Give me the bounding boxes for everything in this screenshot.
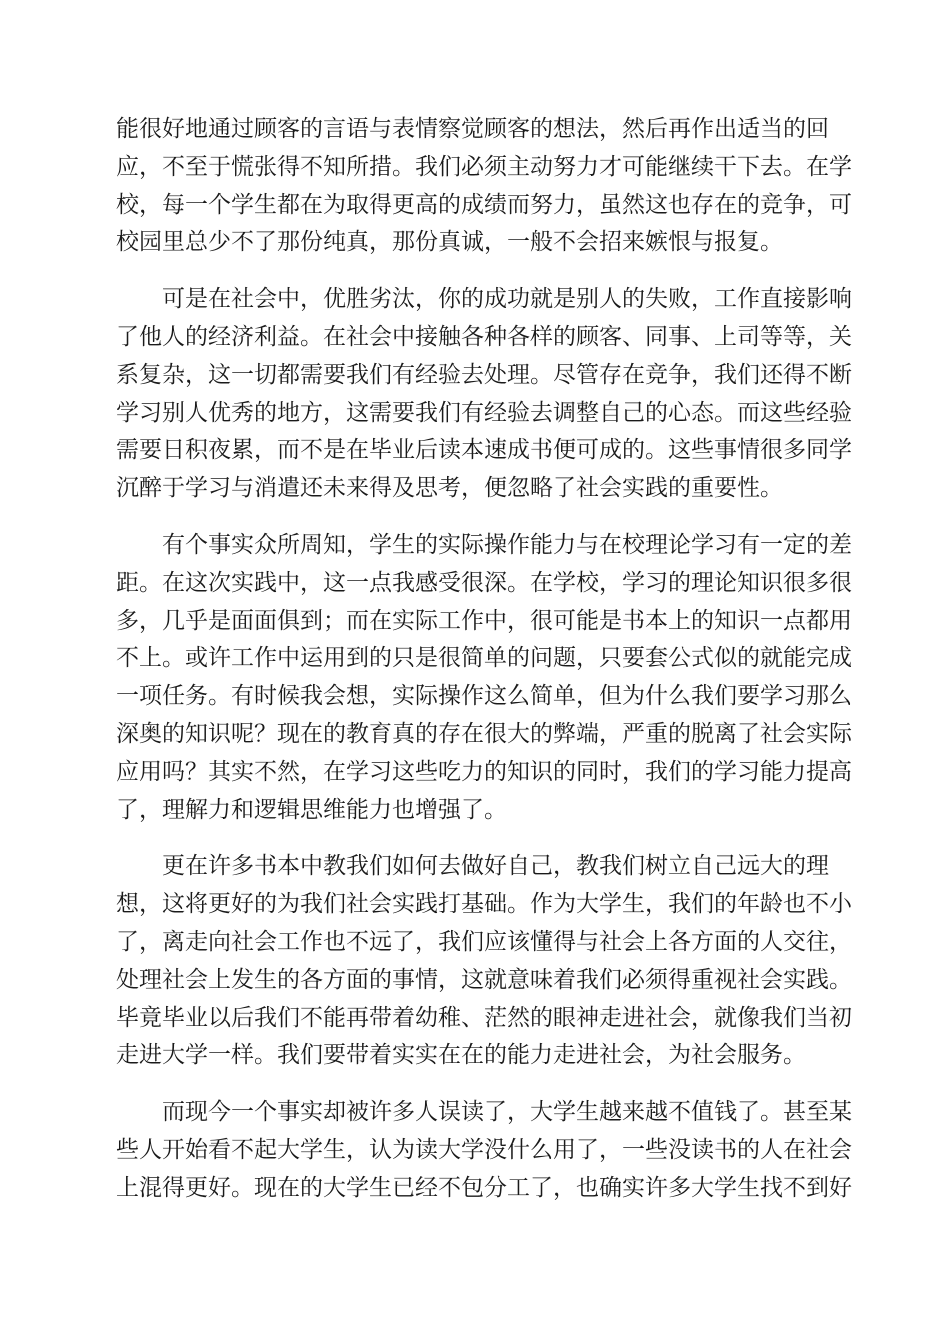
paragraph [116, 281, 852, 508]
text-line: 不上。或许工作中运用到的只是很简单的问题，只要套公式似的就能完成 [116, 645, 852, 672]
text-line: 距。在这次实践中，这一点我感受很深。在学校，学习的理论知识很多很 [116, 569, 852, 596]
paragraph [116, 1094, 852, 1207]
text-line: 学习别人优秀的地方，这需要我们有经验去调整自己的心态。而这些经验 [116, 399, 852, 426]
text-line: 能很好地通过顾客的言语与表情察觉顾客的想法，然后再作出适当的回 [116, 116, 829, 142]
text-line: 了，理解力和逻辑思维能力也增强了。 [116, 796, 507, 823]
text-line: 毕竟毕业以后我们不能再带着幼稚、茫然的眼神走进社会，就像我们当初 [116, 1004, 852, 1031]
text-line: 一项任务。有时候我会想，实际操作这么简单，但为什么我们要学习那么 [116, 683, 852, 710]
text-line: 些人开始看不起大学生，认为读大学没什么用了，一些没读书的人在社会 [116, 1136, 852, 1163]
paragraph [116, 527, 852, 829]
text-line: 上混得更好。现在的大学生已经不包分工了，也确实许多大学生找不到好 [116, 1174, 852, 1201]
text-line: 应，不至于慌张得不知所措。我们必须主动努力才可能继续干下去。在学 [116, 153, 852, 180]
paragraph [116, 848, 852, 1075]
text-line: 而现今一个事实却被许多人误读了，大学生越来越不值钱了。甚至某 [162, 1099, 852, 1126]
text-line: 应用吗？其实不然，在学习这些吃力的知识的同时，我们的学习能力提高 [116, 758, 852, 785]
text-line: 处理社会上发生的各方面的事情，这就意味着我们必须得重视社会实践。 [116, 966, 852, 993]
text-line: 沉醉于学习与消遣还未来得及思考，便忽略了社会实践的重要性。 [116, 475, 783, 502]
text-line: 多，几乎是面面俱到；而在实际工作中，很可能是书本上的知识一点都用 [116, 607, 852, 634]
text-line: 需要日积夜累，而不是在毕业后读本速成书便可成的。这些事情很多同学 [116, 437, 852, 464]
text-line: 更在许多书本中教我们如何去做好自己，教我们树立自己远大的理 [162, 853, 829, 880]
text-line: 可是在社会中，优胜劣汰，你的成功就是别人的失败，工作直接影响 [162, 286, 852, 313]
text-line: 想，这将更好的为我们社会实践打基础。作为大学生，我们的年龄也不小 [116, 891, 852, 918]
text-line: 深奥的知识呢？现在的教育真的存在很大的弊端，严重的脱离了社会实际 [116, 720, 852, 747]
text-line: 校，每一个学生都在为取得更高的成绩而努力，虽然这也存在的竞争，可 [116, 191, 852, 218]
text-line: 系复杂，这一切都需要我们有经验去处理。尽管存在竞争，我们还得不断 [116, 361, 852, 388]
text-line: 走进大学一样。我们要带着实实在在的能力走进社会，为社会服务。 [116, 1042, 806, 1069]
text-line: 校园里总少不了那份纯真，那份真诚，一般不会招来嫉恨与报复。 [116, 229, 783, 256]
document-body [116, 111, 852, 1227]
text-line: 有个事实众所周知，学生的实际操作能力与在校理论学习有一定的差 [162, 531, 852, 558]
text-line: 了，离走向社会工作也不远了，我们应该懂得与社会上各方面的人交往， [116, 928, 852, 955]
text-line: 了他人的经济利益。在社会中接触各种各样的顾客、同事、上司等等，关 [116, 323, 852, 350]
paragraph [116, 111, 852, 262]
